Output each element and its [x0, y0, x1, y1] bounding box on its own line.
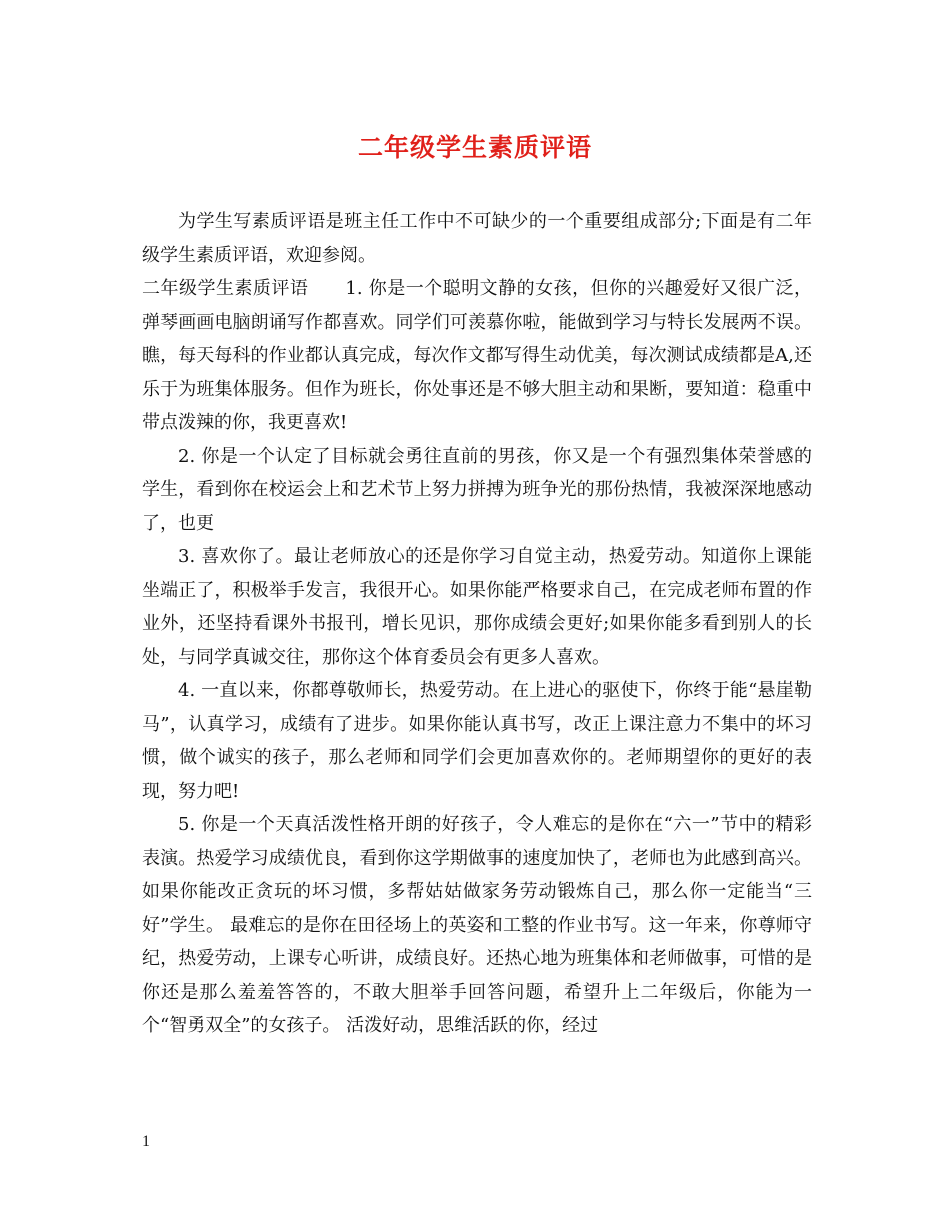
- document-body: [142, 205, 812, 1043]
- comment-paragraph-5: 5. 你是一个天真活泼性格开朗的好孩子，令人难忘的是你在“六一”节中的精彩表演。热爱学习成绩优良，看到你这学期做事的速度加快了，老师也为此感到高兴。如果你能改正贪玩的坏习惯，多帮姑姑做家务劳动锻炼自己，那么你一定能当“三好”学生。 最难忘的是你在田径场上的英姿和工整的作业书写。这一年来，你尊师守纪，热爱劳动，上课专心听讲，成绩良好。还热心地为班集体和老师做事，可惜的是你还是那么羞羞答答的，不敢大胆举手回答问题，希望升上二年级后，你能为一个“智勇双全”的女孩子。 活泼好动，思维活跃的你，经过: [142, 814, 812, 1036]
- document-title: 二年级学生素质评语: [357, 133, 592, 162]
- comment-paragraph-4: 4. 一直以来，你都尊敬师长，热爱劳动。在上进心的驱使下，你终于能“悬崖勒马”，认真学习，成绩有了进步。如果你能认真书写，改正上课注意力不集中的坏习惯，做个诚实的孩子，那么老师和同学们会更加喜欢你的。老师期望你的更好的表现，努力吧!: [142, 680, 812, 802]
- intro-paragraph: 为学生写素质评语是班主任工作中不可缺少的一个重要组成部分;下面是有二年级学生素质评语，欢迎参阅。: [142, 211, 812, 266]
- comment-paragraph-3: 3. 喜欢你了。最让老师放心的还是你学习自觉主动，热爱劳动。知道你上课能坐端正了，积极举手发言，我很开心。如果你能严格要求自己，在完成老师布置的作业外，还坚持看课外书报刊，增长见识，那你成绩会更好;如果你能多看到别人的长处，与同学真诚交往，那你这个体育委员会有更多人喜欢。: [142, 546, 812, 668]
- comment-paragraph-2: 2. 你是一个认定了目标就会勇往直前的男孩，你又是一个有强烈集体荣誉感的学生，看到你在校运会上和艺术节上努力拼搏为班争光的那份热情，我被深深地感动了，也更: [142, 445, 812, 534]
- comment-paragraph-1: 二年级学生素质评语 1. 你是一个聪明文静的女孩，但你的兴趣爱好又很广泛，弹琴画画电脑朗诵写作都喜欢。同学们可羡慕你啦，能做到学习与特长发展两不误。瞧，每天每科的作业都认真完成，每次作文都写得生动优美，每次测试成绩都是A,还乐于为班集体服务。但作为班长，你处事还是不够大胆主动和果断，要知道：稳重中带点泼辣的你，我更喜欢!: [142, 278, 812, 433]
- page-number: 1: [142, 1133, 150, 1150]
